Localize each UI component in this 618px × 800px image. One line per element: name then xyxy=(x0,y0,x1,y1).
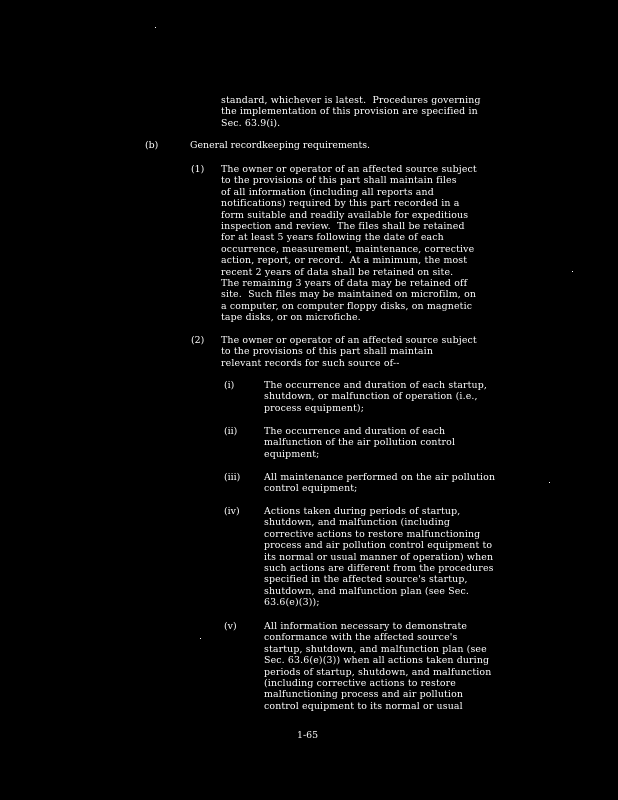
subitem-v-text: All information necessary to demonstrate conformance with the affected source's startup, shutdown, and malfunction plan (see Sec. 63.6(e)(3)) when all actions taken during periods of startup, shutdown, and malfunction (including corrective actions to restore malfunctioning process and air pollution control equipment to its normal or usual xyxy=(264,621,492,712)
subitem-iii-text: All maintenance performed on the air pollution control equipment; xyxy=(264,472,496,495)
item-1-label: (1) xyxy=(191,164,205,175)
section-b-label: (b) xyxy=(145,140,159,151)
subitem-i-text: The occurrence and duration of each startup, shutdown, or malfunction of operation (i.e., process equipment); xyxy=(264,380,488,414)
item-1-text: The owner or operator of an affected source subject to the provisions of this part shall maintain files of all information (including all reports and notifications) required by this part recorded in a form suitable and readily available for expeditious inspection and review. The files shall be retained for at least 5 years following the date of each occurrence, measurement, maintenance, corrective action, report, or record. At a minimum, the most recent 2 years of data shall be retained on site. The remaining 3 years of data may be retained off site. Such files may be maintained on microfilm, on a computer, on computer floppy disks, on magnetic tape disks, or on microfiche. xyxy=(221,164,477,324)
subitem-iii-label: (iii) xyxy=(224,472,241,483)
subitem-i-label: (i) xyxy=(224,380,235,391)
intro-continuation-text: standard, whichever is latest. Procedures governing the implementation of this provision are specified in Sec. 63.9(i). xyxy=(221,95,481,129)
scan-speck xyxy=(572,271,573,272)
scan-speck xyxy=(155,27,156,28)
scan-speck xyxy=(200,638,201,639)
subitem-v-label: (v) xyxy=(224,621,237,632)
item-2-label: (2) xyxy=(191,335,205,346)
scan-speck xyxy=(549,482,550,483)
item-2-text: The owner or operator of an affected source subject to the provisions of this part shall maintain relevant records for such source of-- xyxy=(221,335,477,369)
subitem-ii-label: (ii) xyxy=(224,426,238,437)
subitem-iv-text: Actions taken during periods of startup, shutdown, and malfunction (including corrective actions to restore malfunctioning process and air pollution control equipment to its normal or usual manner of operation) when such actions are different from the procedures specified in the affected source's startup, shutdown, and malfunction plan (see Sec. 63.6(e)(3)); xyxy=(264,506,494,609)
section-b-heading: General recordkeeping requirements. xyxy=(190,140,371,151)
page-number: 1-65 xyxy=(297,730,319,741)
subitem-ii-text: The occurrence and duration of each malfunction of the air pollution control equipment; xyxy=(264,426,456,460)
subitem-iv-label: (iv) xyxy=(224,506,240,517)
